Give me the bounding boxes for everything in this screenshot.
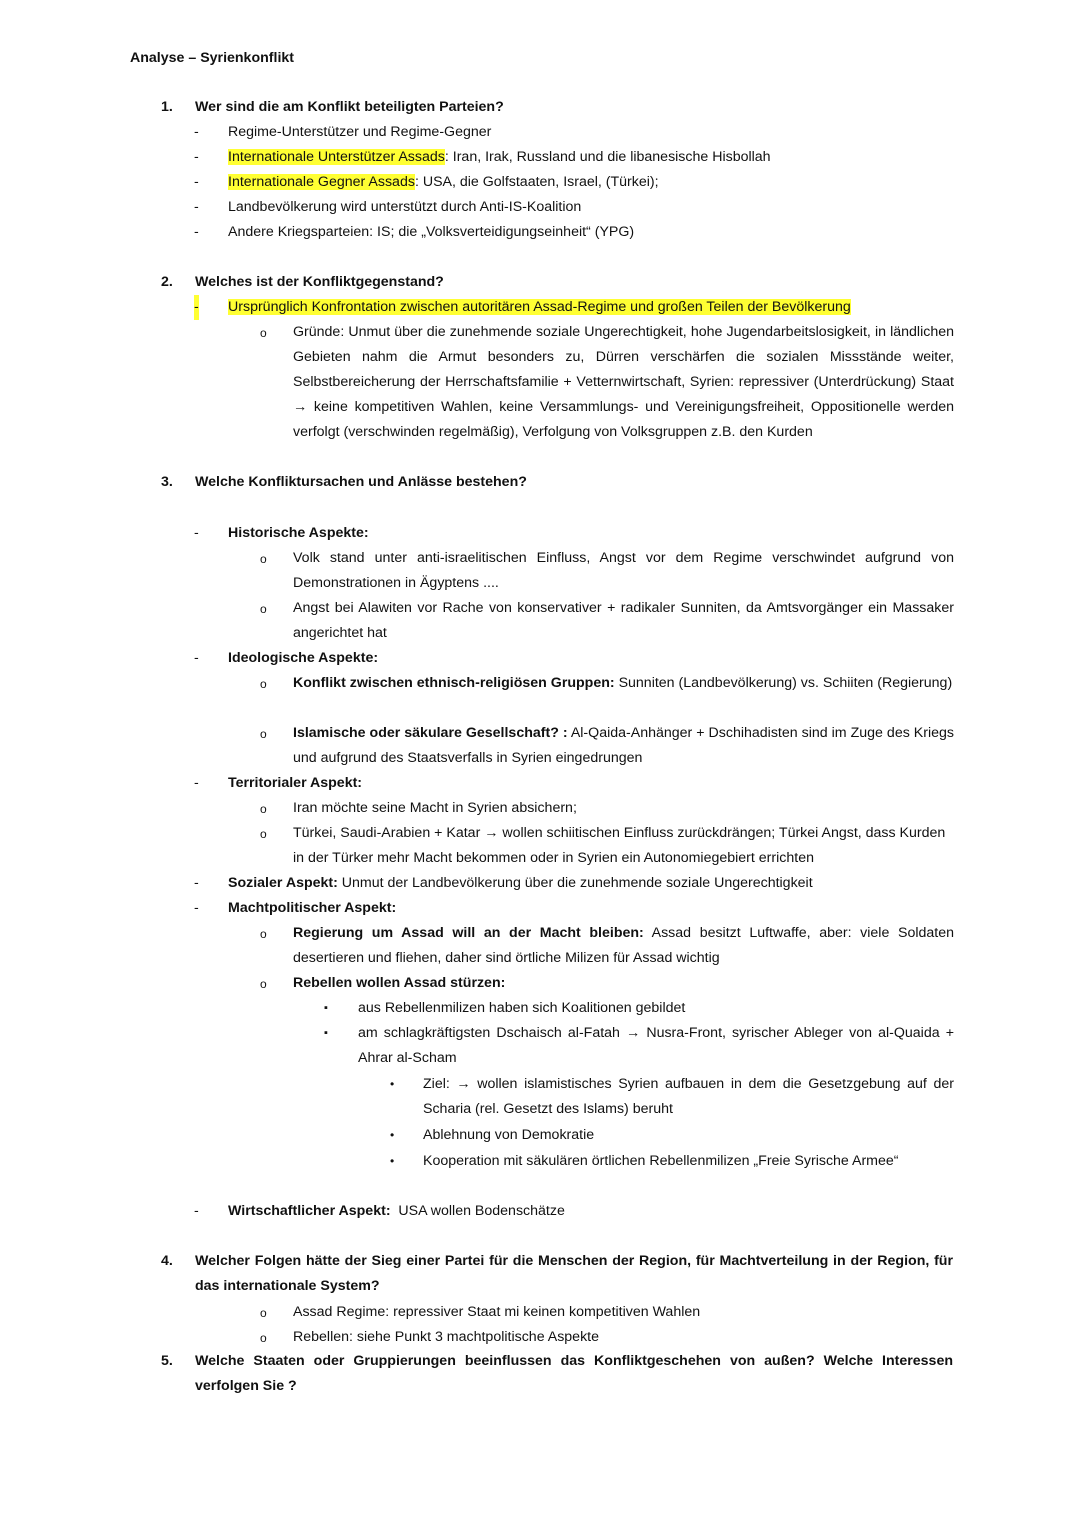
circle-marker: o (260, 326, 267, 340)
dash-marker: - (194, 525, 199, 541)
dash-marker: - (194, 900, 199, 916)
question-text: Welche Konfliktursachen und Anlässe bestehen? (195, 474, 527, 490)
question-1 (161, 95, 953, 120)
bullet-marker: • (390, 1128, 395, 1142)
list-item (194, 295, 954, 320)
aspect-label: Territorialer Aspekt: (228, 775, 363, 791)
sub-list-item: o Regierung um Assad will an der Macht bleiben: Assad besitzt Luftwaffe, aber: viele Soldaten desertieren und fliehen, daher sind örtliche Milizen für Assad wichtig (260, 921, 954, 971)
sub-list-item: o Türkei, Saudi-Arabien + Katar → wollen schiitischen Einfluss zurückdrängen; Türkei Angst, dass Kurden in der Türker mehr Macht bekommen oder in Syrien ein Autonomiegebiert errichten (260, 821, 954, 871)
sub-sub-list-item: ▪ am schlagkräftigsten Dschaisch al-Fatah → Nusra-Front, syrischer Ableger von al-Quaida + Ahrar al-Scham (324, 1021, 954, 1071)
question-3 (161, 470, 953, 495)
dash-marker: - (194, 124, 199, 140)
list-item: - Wirtschaftlicher Aspekt: USA wollen Bodenschätze (194, 1199, 954, 1224)
question-number: 3. (161, 474, 173, 490)
question-text: Welche Staaten oder Gruppierungen beeinflussen das Konfliktgeschehen von außen? Welche Interessen verfolgen Sie ? (195, 1353, 953, 1394)
dash-marker: - (194, 650, 199, 666)
list-item: - Sozialer Aspekt: Unmut der Landbevölkerung über die zunehmende soziale Ungerechtigkeit (194, 871, 954, 896)
sub-list-item: o Volk stand unter anti-israelitischen Einfluss, Angst vor dem Regime verschwindet aufgrund von Demonstrationen in Ägyptens .... (260, 546, 954, 596)
dash-marker: - (194, 1203, 199, 1219)
circle-marker: o (260, 802, 267, 816)
square-marker: ▪ (324, 1027, 328, 1039)
bullet-list-item: • Kooperation mit säkulären örtlichen Rebellenmilizen „Freie Syrische Armee“ (390, 1149, 954, 1174)
circle-marker: o (260, 827, 267, 841)
list-item: - Regime-Unterstützer und Regime-Gegner (194, 120, 954, 145)
circle-marker: o (260, 727, 267, 741)
sub-list-item: o Iran möchte seine Macht in Syrien absichern; (260, 796, 954, 821)
bullet-list-item: • Ziel: → wollen islamistisches Syrien aufbauen in dem die Gesetzgebung auf der Scharia (rel. Gesetzt des Islams) beruht (390, 1072, 954, 1122)
square-marker: ▪ (324, 1002, 328, 1014)
dash-marker: - (194, 149, 199, 165)
question-4 (161, 1249, 953, 1299)
aspect-label: Wirtschaftlicher Aspekt: (228, 1203, 391, 1219)
sub-list-item: o Assad Regime: repressiver Staat mi keinen kompetitiven Wahlen (260, 1300, 954, 1325)
question-number: 5. (161, 1353, 173, 1369)
circle-marker: o (260, 602, 267, 616)
circle-marker: o (260, 977, 267, 991)
aspect-label: Historische Aspekte: (228, 525, 369, 541)
list-item: - Internationale Gegner Assads: USA, die Golfstaaten, Israel, (Türkei); (194, 170, 954, 195)
dash-marker: - (194, 199, 199, 215)
list-item (194, 521, 954, 546)
bullet-marker: • (390, 1077, 395, 1091)
sub-list-item: o Gründe: Unmut über die zunehmende soziale Ungerechtigkeit, hohe Jugendarbeitslosigkeit, in ländlichen Gebieten nahm die Armut besonders zu, Dürren verschärfen die sozialen Missstände weiter, Selbstbereicherung der Herrschaftsfamilie + Vetternwirtschaft, Syrien: repressiver (Unterdrückung) Staat → keine kompetitiven Wahlen, keine Versammlungs- und Vereinigungsfreiheit, Oppositionelle werden verfolgt (verschwinden regelmäßig), Verfolgung von Volksgruppen z.B. den Kurden (260, 320, 954, 445)
aspect-label: Sozialer Aspekt: (228, 875, 338, 891)
sub-list-item: o Islamische oder säkulare Gesellschaft? : Al-Qaida-Anhänger + Dschihadisten sind im Zuge des Kriegs und aufgrund des Staatsverfalls in Syrien eingedrungen (260, 721, 954, 771)
highlighted-text: Internationale Gegner Assads (228, 174, 415, 190)
bullet-marker: • (390, 1154, 395, 1168)
sub-sub-list-item: ▪ aus Rebellenmilizen haben sich Koalitionen gebildet (324, 996, 954, 1021)
question-text: Welches ist der Konfliktgegenstand? (195, 274, 444, 290)
dash-marker: - (194, 875, 199, 891)
list-item (194, 896, 954, 921)
sub-list-item: o Angst bei Alawiten vor Rache von konservativer + radikaler Sunniten, da Amtsvorgänger ein Massaker angerichtet hat (260, 596, 954, 646)
question-text: Welcher Folgen hätte der Sieg einer Partei für die Menschen der Region, für Machtverteilung in der Region, für das internationale System? (195, 1253, 953, 1294)
highlighted-text: Internationale Unterstützer Assads (228, 149, 445, 165)
aspect-label: Machtpolitischer Aspekt: (228, 900, 397, 916)
question-number: 4. (161, 1253, 173, 1269)
question-5 (161, 1349, 953, 1399)
question-2 (161, 270, 953, 295)
list-item: - Internationale Unterstützer Assads: Iran, Irak, Russland und die libanesische Hisbollah (194, 145, 954, 170)
list-item (194, 771, 954, 796)
question-number: 2. (161, 274, 173, 290)
circle-marker: o (260, 927, 267, 941)
dash-marker: - (194, 174, 199, 190)
bullet-list-item: • Ablehnung von Demokratie (390, 1123, 954, 1148)
list-item (194, 646, 954, 671)
dash-marker: - (194, 775, 199, 791)
document-title: Analyse – Syrienkonflikt (130, 50, 295, 66)
circle-marker: o (260, 552, 267, 566)
sub-list-item: o Konflikt zwischen ethnisch-religiösen Gruppen: Sunniten (Landbevölkerung) vs. Schiiten (Regierung) (260, 671, 954, 696)
circle-marker: o (260, 677, 267, 691)
list-item: - Andere Kriegsparteien: IS; die „Volksverteidigungseinheit“ (YPG) (194, 220, 954, 245)
sub-list-item: o Rebellen: siehe Punkt 3 machtpolitische Aspekte (260, 1325, 954, 1350)
list-item: - Landbevölkerung wird unterstützt durch Anti-IS-Koalition (194, 195, 954, 220)
question-text: Wer sind die am Konflikt beteiligten Parteien? (195, 99, 504, 115)
circle-marker: o (260, 1331, 267, 1345)
highlighted-text: Ursprünglich Konfrontation zwischen autoritären Assad-Regime und großen Teilen der Bevölkerung (228, 299, 851, 315)
circle-marker: o (260, 1306, 267, 1320)
question-number: 1. (161, 99, 173, 115)
dash-marker: - (194, 295, 199, 320)
aspect-label: Ideologische Aspekte: (228, 650, 379, 666)
dash-marker: - (194, 224, 199, 240)
sub-list-item: o Rebellen wollen Assad stürzen: (260, 971, 954, 996)
